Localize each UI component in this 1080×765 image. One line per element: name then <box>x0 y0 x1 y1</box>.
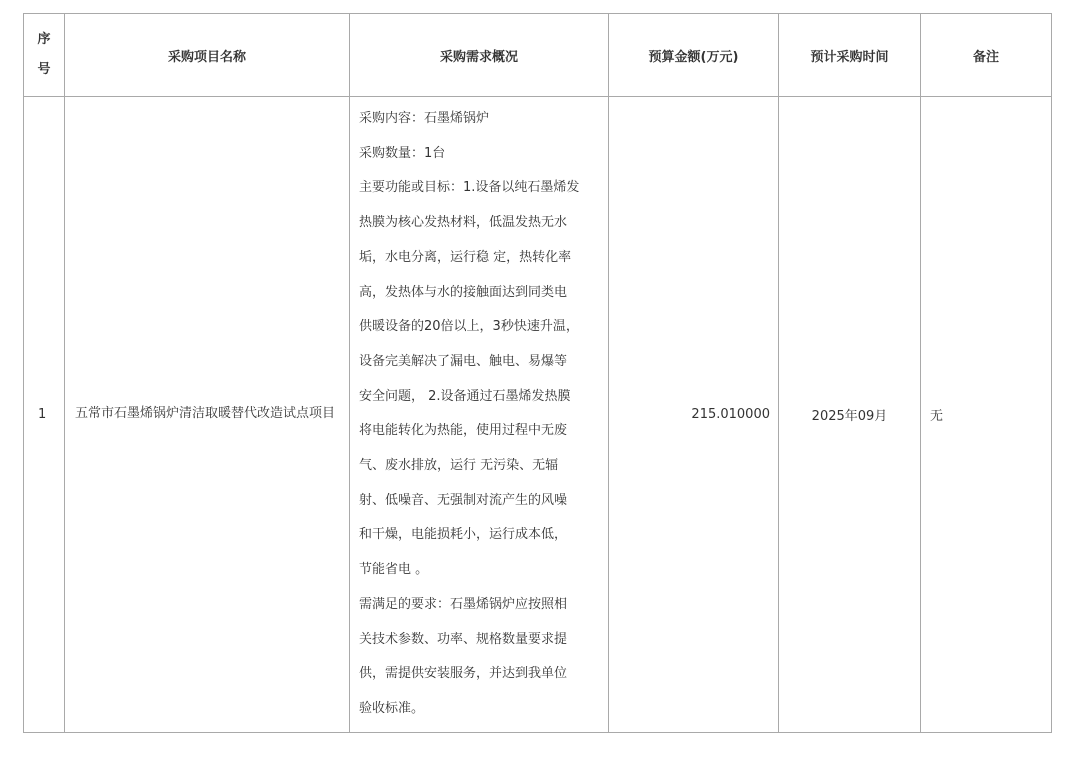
requirement-line: 设备完美解决了漏电、触电、易爆等 <box>359 353 568 369</box>
requirement-line: 关技术参数、功率、规格数量要求提 <box>359 631 568 647</box>
table-row <box>24 97 1052 733</box>
table-header-row <box>24 14 1052 97</box>
header-seq-text: 序 号 <box>37 32 51 77</box>
requirement-line: 验收标准。 <box>359 700 425 716</box>
row-remark: 无 <box>921 97 1052 733</box>
requirement-line: 供暖设备的20倍以上，3秒快速升温， <box>359 319 579 335</box>
requirement-line: 将电能转化为热能，使用过程中无废 <box>359 423 568 439</box>
requirement-line: 垢，水电分离，运行稳 定，热转化率 <box>359 249 572 265</box>
requirement-line: 气、废水排放，运行 无污染、无辐 <box>359 458 559 474</box>
row-requirements <box>350 97 609 733</box>
requirement-line: 射、低噪音、无强制对流产生的风噪 <box>359 492 568 508</box>
header-project-name: 采购项目名称 <box>65 14 350 97</box>
procurement-table <box>23 13 1052 733</box>
requirement-line: 采购数量：1台 <box>359 145 446 161</box>
header-budget: 预算金额(万元) <box>609 14 779 97</box>
requirement-line: 节能省电 。 <box>359 562 429 578</box>
requirement-line: 安全问题， 2.设备通过石墨烯发热膜 <box>359 388 571 404</box>
requirement-line: 热膜为核心发热材料，低温发热无水 <box>359 215 568 231</box>
row-purchase-time: 2025年09月 <box>779 97 921 733</box>
requirement-line: 高，发热体与水的接触面达到同类电 <box>359 284 568 300</box>
requirement-line: 供，需提供安装服务，并达到我单位 <box>359 666 568 682</box>
row-budget: 215.010000 <box>609 97 779 733</box>
requirement-line: 主要功能或目标：1.设备以纯石墨烯发 <box>359 180 580 196</box>
row-project-name: 五常市石墨烯锅炉清洁取暖替代改造试点项目 <box>65 97 350 733</box>
requirement-line: 和干燥，电能损耗小，运行成本低， <box>359 527 568 543</box>
header-seq <box>24 14 65 97</box>
row-seq: 1 <box>24 97 65 733</box>
header-purchase-time: 预计采购时间 <box>779 14 921 97</box>
requirement-line: 需满足的要求：石墨烯锅炉应按照相 <box>359 596 568 612</box>
requirement-line: 采购内容：石墨烯锅炉 <box>359 111 490 126</box>
header-remark: 备注 <box>921 14 1052 97</box>
header-requirements: 采购需求概况 <box>350 14 609 97</box>
